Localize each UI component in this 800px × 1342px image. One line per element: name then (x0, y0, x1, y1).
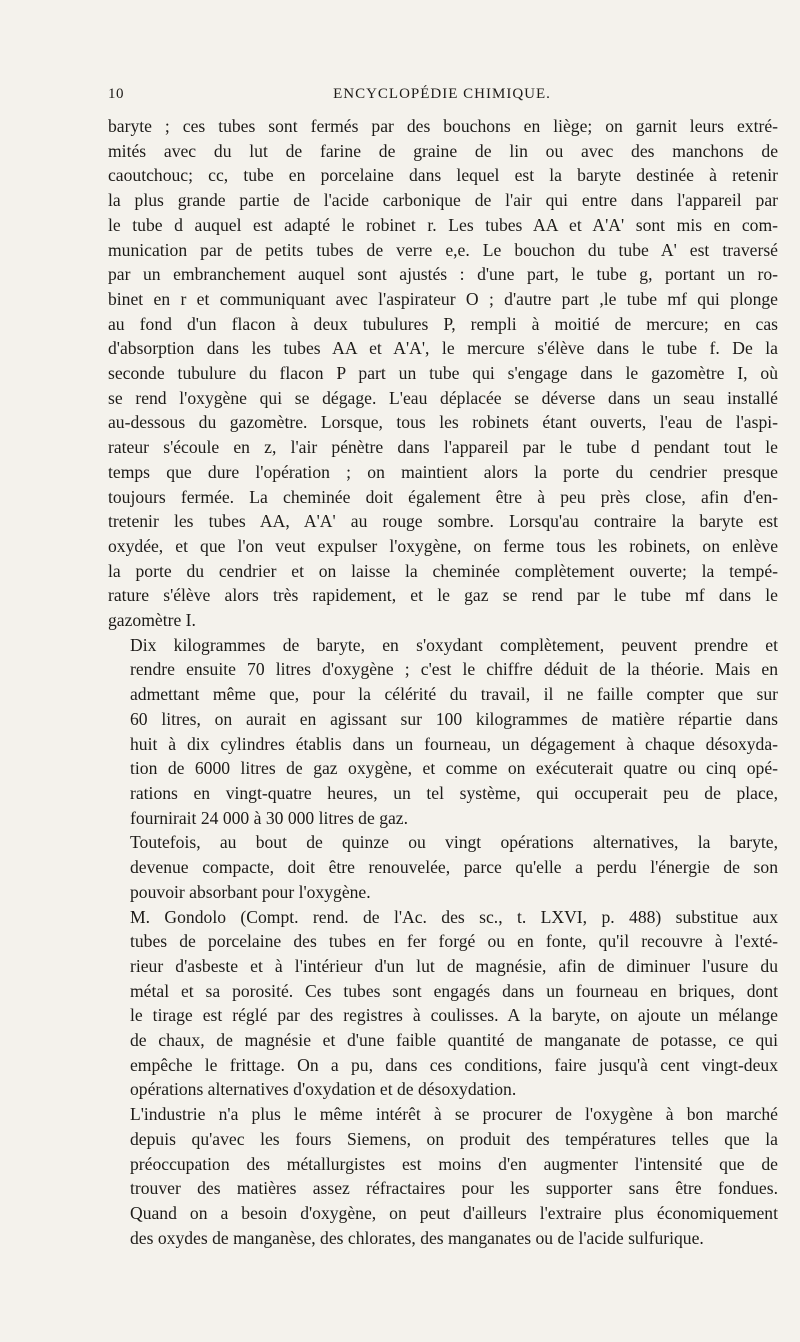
text-line: la plus grande partie de l'acide carbonique de l'air qui entre dans l'appareil par (108, 190, 778, 211)
text-line: fournirait 24 000 à 30 000 litres de gaz. (130, 807, 409, 828)
text-line: toujours fermée. La cheminée doit également être à peu près close, afin d'en- (108, 486, 778, 507)
text-line: munication par de petits tubes de verre e,e. Le bouchon du tube A' est traversé (108, 239, 778, 260)
text-line: au-dessous du gazomètre. Lorsque, tous les robinets étant ouverts, l'eau de l'aspi- (108, 412, 778, 433)
text-line: par un embranchement auquel sont ajustés : d'une part, le tube g, portant un ro- (108, 264, 778, 285)
paragraph-renewal (108, 830, 778, 904)
text-line: seconde tubulure du flacon P part un tube qui s'engage dans le gazomètre I, où (108, 363, 778, 384)
text-line: de chaux, de magnésie et d'une faible quantité de manganate de potasse, ce qui (130, 1030, 778, 1051)
text-line: trouver des matières assez réfractaires pour les supporter sans être fondues. (130, 1178, 778, 1199)
text-line: oxydée, et que l'on veut expulser l'oxygène, on ferme tous les robinets, on enlève (108, 535, 778, 556)
text-line: caoutchouc; cc, tube en porcelaine dans lequel est la baryte destinée à retenir (108, 165, 778, 186)
page-header (108, 86, 776, 110)
text-line: se rend l'oxygène qui se dégage. L'eau déplacée se déverse dans un seau installé (108, 387, 778, 408)
text-line: tubes de porcelaine des tubes en fer forgé ou en fonte, qu'il recouvre à l'exté- (130, 931, 778, 952)
text-line: le tirage est réglé par des registres à coulisses. A la baryte, on ajoute un mélange (130, 1005, 778, 1026)
text-line: pouvoir absorbant pour l'oxygène. (130, 881, 371, 902)
text-line: Dix kilogrammes de baryte, en s'oxydant complètement, peuvent prendre et (130, 634, 778, 655)
text-line: huit à dix cylindres établis dans un fourneau, un dégagement à chaque désoxyda- (130, 733, 778, 754)
text-line: tretenir les tubes AA, A'A' au rouge sombre. Lorsqu'au contraire la baryte est (108, 511, 778, 532)
text-line: devenue compacte, doit être renouvelée, parce qu'elle a perdu l'énergie de son (130, 857, 778, 878)
text-line: gazomètre I. (108, 610, 196, 631)
paragraph-gondolo (108, 905, 778, 1103)
text-line: temps que dure l'opération ; on maintient alors la porte du cendrier presque (108, 461, 778, 482)
text-line: rateur s'écoule en z, l'air pénètre dans l'appareil par le tube d pendant tout le (108, 437, 778, 458)
text-line: la porte du cendrier et on laisse la cheminée complètement ouverte; la tempé- (108, 560, 778, 581)
text-line: rieur d'asbeste et à l'intérieur d'un lut de magnésie, afin de diminuer l'usure du (130, 955, 778, 976)
text-line: Toutefois, au bout de quinze ou vingt opérations alternatives, la baryte, (130, 832, 778, 853)
text-line: opérations alternatives d'oxydation et de désoxydation. (130, 1079, 517, 1100)
text-line: M. Gondolo (Compt. rend. de l'Ac. des sc., t. LXVI, p. 488) substitue aux (130, 906, 778, 927)
text-line: métal et sa porosité. Ces tubes sont engagés dans un fourneau en briques, dont (130, 980, 778, 1001)
text-line: mités avec du lut de farine de graine de lin ou avec des manchons de (108, 140, 778, 161)
text-line: depuis qu'avec les fours Siemens, on produit des températures telles que la (130, 1128, 778, 1149)
paragraph-industry (108, 1102, 778, 1250)
text-line: le tube d auquel est adapté le robinet r. Les tubes AA et A'A' sont mis en com- (108, 214, 778, 235)
text-line: empêche le frittage. On a pu, dans ces conditions, faire jusqu'à cent vingt-deux (130, 1054, 778, 1075)
text-line: rendre ensuite 70 litres d'oxygène ; c'est le chiffre déduit de la théorie. Mais en (130, 659, 778, 680)
text-line: d'absorption dans les tubes AA et A'A', le mercure s'élève dans le tube f. De la (108, 338, 778, 359)
text-line: binet en r et communiquant avec l'aspirateur O ; d'autre part ,le tube mf qui plonge (108, 288, 778, 309)
text-line: baryte ; ces tubes sont fermés par des bouchons en liège; on garnit leurs extré- (108, 116, 778, 136)
text-line: rature s'élève alors très rapidement, et le gaz se rend par le tube mf dans le (108, 585, 778, 606)
text-line: des oxydes de manganèse, des chlorates, des manganates ou de l'acide sulfurique. (130, 1227, 704, 1248)
text-line: tion de 6000 litres de gaz oxygène, et comme on exécuterait quatre ou cinq opé- (130, 758, 778, 779)
page-number: 10 (108, 86, 124, 102)
text-line: rations en vingt-quatre heures, un tel système, qui occuperait peu de place, (130, 782, 778, 803)
text-line: admettant même que, pour la célérité du travail, il ne faille compter que sur (130, 684, 778, 705)
text-line: au fond d'un flacon à deux tubulures P, rempli à moitié de mercure; en cas (108, 313, 778, 334)
text-line: préoccupation des métallurgistes est moins d'en augmenter l'intensité que de (130, 1153, 778, 1174)
paragraph-apparatus (108, 114, 778, 633)
paragraph-yield (108, 633, 778, 831)
text-line: L'industrie n'a plus le même intérêt à se procurer de l'oxygène à bon marché (130, 1104, 778, 1125)
running-title: ENCYCLOPÉDIE CHIMIQUE. (333, 86, 551, 102)
text-line: Quand on a besoin d'oxygène, on peut d'ailleurs l'extraire plus économiquement (130, 1202, 778, 1223)
text-line: 60 litres, on aurait en agissant sur 100 kilogrammes de matière répartie dans (130, 708, 778, 729)
body-text (108, 114, 778, 1250)
